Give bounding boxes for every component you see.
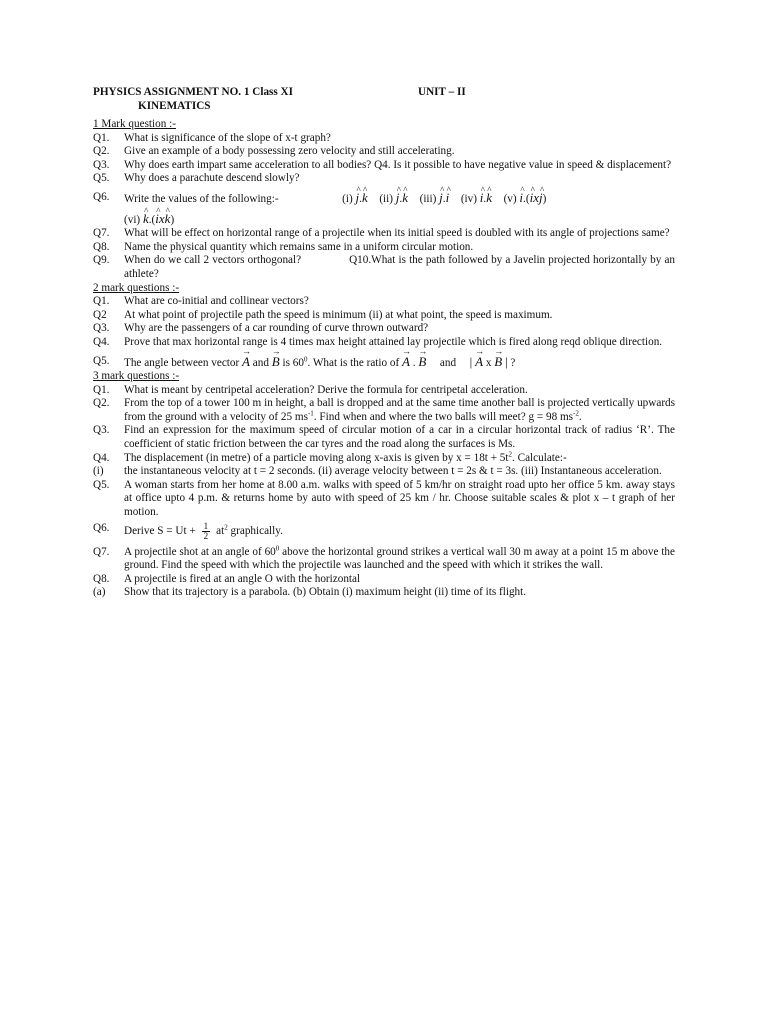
question-1m-q1 — [93, 132, 675, 146]
section-heading-3-mark: 3 mark questions :- — [93, 370, 180, 383]
part-label: (v) — [503, 192, 517, 205]
question-number: Q2. — [93, 397, 110, 410]
question-number: Q7. — [93, 545, 110, 558]
question-text: Show that its trajectory is a parabola. (b) Obtain (i) maximum height (ii) time of its flight. — [124, 586, 527, 599]
part-label: (iv) — [460, 192, 477, 205]
question-text: Derive S = Ut + $\frac{1}{2}$ $at^2$ graphically. — [124, 520, 283, 541]
question-2m-q2 — [93, 309, 675, 323]
section-heading-2-mark: 2 mark questions :- — [93, 281, 180, 294]
question-3m-q3 — [93, 424, 675, 451]
question-3m-q8-part-a — [93, 586, 675, 600]
vector-b: → B — [272, 355, 280, 369]
question-text: Why does a parachute descend slowly? — [124, 172, 300, 185]
unit-label: UNIT – II — [418, 86, 466, 98]
unit-vector: ^ k — [486, 191, 492, 205]
question-number: Q9. — [93, 254, 110, 267]
question-1m-q6-part-vi: (vi) ^ k.(^ ix^ k) — [93, 212, 675, 228]
question-prompt: Write the values of the following:- — [124, 192, 279, 205]
question-1m-q7 — [93, 227, 675, 241]
part-label: (i) — [342, 192, 353, 205]
question-text: Find an expression for the maximum speed of circular motion of a car in a circular horizontal track of radius ‘R’. The coefficient of static friction between the car tyres and the road along the surfaces is Ms. — [124, 424, 675, 451]
question-number: Q3. — [93, 158, 110, 171]
question-1m-q2 — [93, 145, 675, 159]
question-10-text: Q10.What is the path followed by a Javelin projected horizontally by an athlete? — [124, 254, 676, 280]
unit-vector: ^ j — [439, 191, 443, 205]
question-text: What will be effect on horizontal range of a projectile when its initial speed is doubled with its angle of projections same? — [124, 227, 670, 240]
unit-vector: ^ j — [396, 191, 400, 205]
question-number: Q7. — [93, 227, 110, 240]
section-heading-1-mark: 1 Mark question :- — [93, 118, 176, 130]
question-number: Q1. — [93, 383, 110, 396]
question-text: The displacement (in metre) of a particle moving along x-axis is given by $x = 18t + 5t^2$. Calculate:- — [124, 449, 567, 464]
question-number: Q8. — [93, 572, 110, 585]
question-text: Why does earth impart same acceleration to all bodies? Q4. Is it possible to have negative value in speed & displacement? — [124, 158, 672, 171]
unit-vector: ^ k — [165, 212, 171, 226]
question-2m-q1 — [93, 295, 675, 309]
question-text: A projectile is fired at an angle O with the horizontal — [124, 572, 361, 585]
fraction-one-half: $\frac{1}{2}$ — [203, 520, 209, 541]
question-3m-q1 — [93, 384, 675, 398]
question-text: A projectile shot at an angle of $60^0$ above the horizontal ground strikes a vertical wall 30 m away at a point 15 m above the ground. Find the speed with which the projectile was launched and the speed with which it strikes the wall. — [124, 543, 675, 572]
question-3m-q8 — [93, 573, 675, 587]
question-number: (a) — [93, 586, 106, 599]
vector-a: → A — [242, 355, 250, 369]
question-number: Q4. — [93, 335, 110, 348]
question-number: Q4. — [93, 451, 110, 464]
question-text: The angle between vector → A and → B is $60^0$. What is the ratio of → A . → B and | → A x → B | ? — [124, 355, 675, 371]
unit-vector: ^ j — [356, 191, 360, 205]
question-number: Q5. — [93, 172, 110, 185]
assignment-title: PHYSICS ASSIGNMENT NO. 1 Class XI — [93, 86, 293, 98]
question-3m-q7 — [93, 543, 675, 573]
question-3m-q2 — [93, 397, 675, 424]
unit-vector: ^ j — [539, 191, 543, 205]
question-2m-q3 — [93, 322, 675, 336]
question-1m-q3 — [93, 159, 675, 173]
question-text: the instantaneous velocity at t = 2 seconds. (ii) average velocity between t = 2s & t = 3s. (iii) Instantaneous acceleration. — [124, 465, 662, 478]
vector-b: → B — [418, 355, 426, 369]
question-text: What is meant by centripetal acceleration? Derive the formula for centripetal acceleration. — [124, 383, 528, 396]
question-number: Q5. — [93, 478, 110, 491]
question-text: What are co-initial and collinear vectors? — [124, 295, 309, 308]
question-number: Q5. — [93, 354, 110, 367]
unit-vector: ^ k — [402, 191, 408, 205]
unit-vector: ^ i — [446, 191, 450, 205]
question-text: What is significance of the slope of x-t graph? — [124, 131, 331, 144]
question-number: Q2. — [93, 145, 110, 158]
unit-vector: ^ k — [143, 212, 149, 226]
question-text: Give an example of a body possessing zero velocity and still accelerating. — [124, 145, 455, 158]
question-text: A woman starts from her home at 8.00 a.m. walks with speed of 5 km/hr on straight road upto her office 5 km. away stays at office upto 4 p.m. & returns home by auto with speed of 25 km / hr. Choose suitable scales & plot x – t graph of her motion. — [124, 478, 675, 519]
question-1m-q9 — [93, 254, 675, 281]
question-number: Q3. — [93, 322, 110, 335]
question-3m-q4-parts — [93, 465, 675, 479]
chapter-title: KINEMATICS — [138, 100, 211, 112]
part-label: (iii) — [419, 192, 437, 205]
question-3m-q6 — [93, 522, 675, 541]
question-text: At what point of projectile path the speed is minimum (ii) at what point, the speed is maximum. — [124, 308, 553, 321]
question-text: When do we call 2 vectors orthogonal? Q10.What is the path followed by a Javelin projected horizontally by an athlete? — [124, 254, 676, 280]
question-text: Prove that max horizontal range is 4 times max height attained lay projectile which is fired along reqd oblique direction. — [124, 335, 663, 348]
question-2m-q4 — [93, 336, 675, 350]
question-number: Q2 — [93, 308, 107, 321]
question-text: Write the values of the following:- (i) ^ j.^ k (ii) ^ j.^ k (iii) ^ j.^ i (iv) ^ i.^ k (v) ^ i.(^ ix^ j) — [124, 191, 675, 207]
question-1m-q6 — [93, 191, 675, 207]
unit-vector: ^ i — [530, 191, 534, 205]
question-2m-q5 — [93, 355, 675, 371]
question-1m-q8 — [93, 241, 675, 255]
questions-body — [93, 118, 675, 600]
unit-vector: ^ k — [362, 191, 368, 205]
question-1m-q5 — [93, 172, 675, 186]
unit-vector: ^ i — [155, 212, 159, 226]
page-header — [93, 86, 693, 114]
question-number: Q1. — [93, 295, 110, 308]
vector-a: → A — [402, 355, 410, 369]
vector-a: → A — [475, 355, 483, 369]
question-number: Q6. — [93, 521, 110, 534]
part-label: (ii) — [379, 192, 393, 205]
question-text: Why are the passengers of a car rounding of curve thrown outward? — [124, 322, 429, 335]
question-number: Q1. — [93, 131, 110, 144]
question-text: Name the physical quantity which remains same in a uniform circular motion. — [124, 240, 474, 253]
unit-vector: ^ i — [480, 191, 484, 205]
question-3m-q5 — [93, 479, 675, 520]
part-label: (vi) — [124, 213, 141, 226]
question-3m-q4 — [93, 449, 675, 466]
question-number: Q8. — [93, 240, 110, 253]
question-text: From the top of a tower 100 m in height, a ball is dropped and at the same time another ball is projected vertically upwards from the ground with a velocity of 25 $ms^{-1}$. Find when and where the two balls will meet? g = 98 $ms^{-2}$. — [124, 397, 675, 423]
unit-vector: ^ i — [519, 191, 523, 205]
vector-b: → B — [494, 355, 502, 369]
question-number: Q6. — [93, 190, 110, 203]
question-number: Q3. — [93, 424, 110, 437]
question-number: (i) — [93, 465, 104, 478]
